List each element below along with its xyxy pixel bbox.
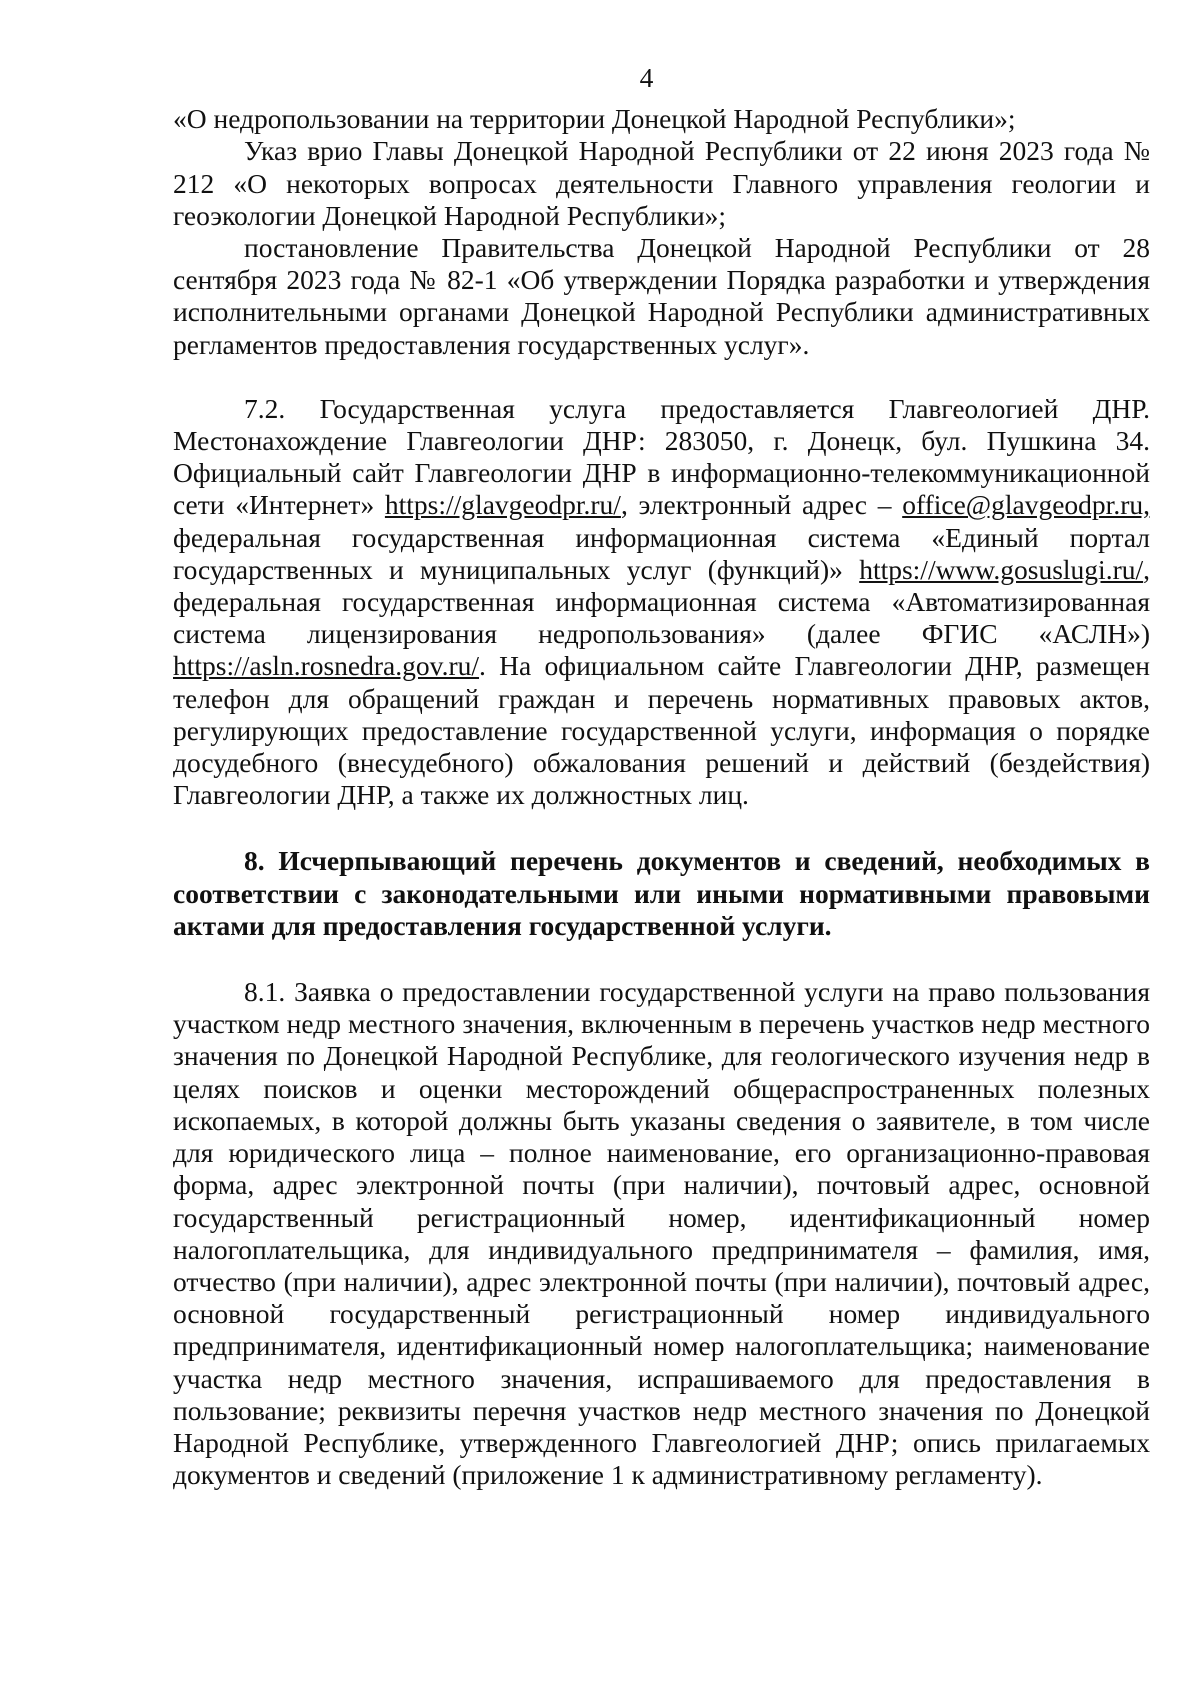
text-span: , электронный адрес –	[620, 489, 903, 521]
spacer	[173, 361, 1150, 393]
paragraph-law-reference: «О недропользовании на территории Донецкой Народной Республики»;	[173, 103, 1016, 135]
link-asln[interactable]: https://asln.rosnedra.gov.ru/	[173, 650, 480, 682]
text-span: 7.2. Государственная услуга предоставляется Главгеологией ДНР. Местонахождение Главгеологии ДНР: 283050, г. Донецк, бул. Пушкина 34. Официальный сайт Главгеологии ДНР в информационно-телекоммуникационной сети «Интернет»	[173, 392, 1150, 521]
paragraph-decree: Указ врио Главы Донецкой Народной Республики от 22 июня 2023 года № 212 «О некоторых вопросах деятельности Главного управления геологии и геоэкологии Донецкой Народной Республики»;	[173, 135, 1150, 231]
text-span: федеральная государственная информационная система «Единый портал государственных и муниципальных услуг (функций)»	[173, 521, 1150, 585]
text-span: , федеральная государственная информационная система «Автоматизированная система лицензирования недропользования» (далее ФГИС «АСЛН»)	[173, 553, 1150, 650]
page-number: 4	[639, 62, 654, 93]
spacer	[173, 942, 1150, 976]
paragraph-8-1: 8.1. Заявка о предоставлении государственной услуги на право пользования участком недр местного значения, включенным в перечень участков недр местного значения по Донецкой Народной Республике, для геологического изучения недр в целях поисков и оценки месторождений общераспространенных полезных ископаемых, в которой должны быть указаны сведения о заявителе, в том числе для юридического лица – полное наименование, его организационно-правовая форма, адрес электронной почты (при наличии), почтовый адрес, основной государственный регистрационный номер, идентификационный номер налогоплательщика, для индивидуального предпринимателя – фамилия, имя, отчество (при наличии), адрес электронной почты (при наличии), почтовый адрес, основной государственный регистрационный номер индивидуального предпринимателя, идентификационный номер налогоплательщика; наименование участка недр местного значения, испрашиваемого для предоставления в пользование; реквизиты перечня участков недр местного значения по Донецкой Народной Республике, утвержденного Главгеологией ДНР; опись прилагаемых документов и сведений (приложение 1 к административному регламенту).	[173, 976, 1150, 1491]
section-heading-8: 8. Исчерпывающий перечень документов и сведений, необходимых в соответствии с законодательными или иными нормативными правовыми актами для предоставления государственной услуги.	[173, 845, 1150, 941]
text-span: . На официальном сайте Главгеологии ДНР, размещен телефон для обращений граждан и перечень нормативных правовых актов, регулирующих предоставление государственной услуги, информация о порядке досудебного (внесудебного) обжалования решений и действий (бездействия) Главгеологии ДНР, а также их должностных лиц.	[173, 650, 1150, 811]
link-email[interactable]: office@glavgeodpr.ru,	[902, 489, 1150, 521]
paragraph-resolution: постановление Правительства Донецкой Народной Республики от 28 сентября 2023 года № 82-1 «Об утверждении Порядка разработки и утверждения исполнительными органами Донецкой Народной Республики административных регламентов предоставления государственных услуг».	[173, 232, 1150, 360]
link-gosuslugi[interactable]: https://www.gosuslugi.ru/	[859, 553, 1144, 585]
link-official-site[interactable]: https://glavgeodpr.ru/	[384, 489, 621, 521]
spacer	[173, 811, 1150, 845]
paragraph-7-2	[173, 393, 1150, 812]
